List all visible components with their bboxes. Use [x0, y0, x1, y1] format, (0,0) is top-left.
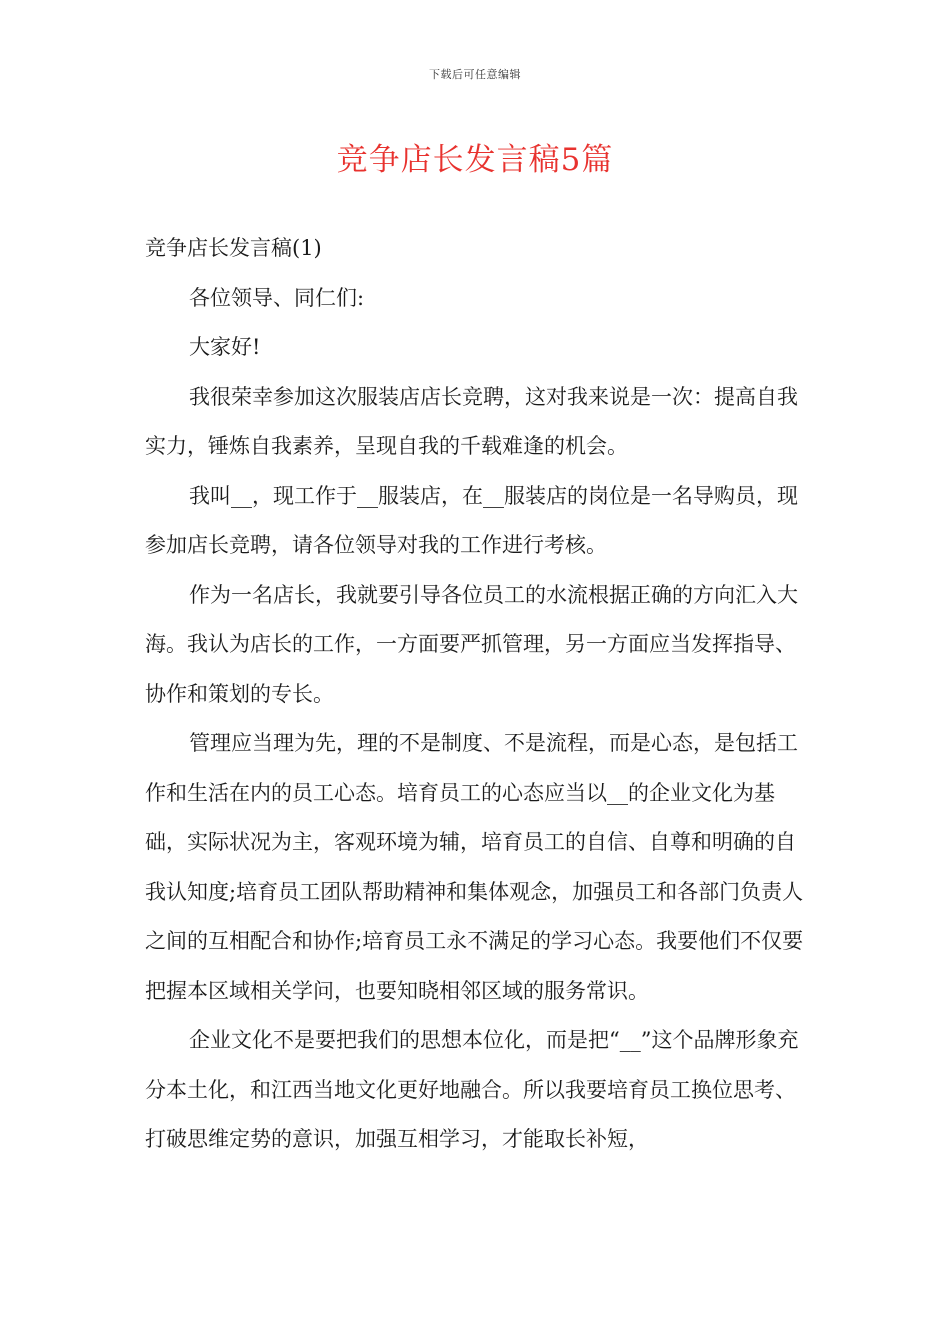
- section-title: 竞争店长发言稿(1): [145, 236, 322, 260]
- header-note: 下载后可任意编辑: [429, 68, 521, 81]
- paragraph: 企业文化不是要把我们的思想本位化，而是把“__”这个品牌形象充分本土化，和江西当地文化更好地融合。所以我要培育员工换位思考、打破思维定势的意识，加强互相学习，才能取长补短，: [145, 1028, 799, 1151]
- document-title: 竞争店长发言稿5篇: [336, 142, 614, 178]
- document-body: [145, 224, 805, 1165]
- paragraph: 我很荣幸参加这次服装店店长竞聘，这对我来说是一次：提高自我实力，锤炼自我素养，呈现自我的千载难逢的机会。: [145, 384, 798, 458]
- paragraph-greeting: 各位领导、同仁们:: [189, 285, 365, 310]
- paragraph: 管理应当理为先，理的不是制度、不是流程，而是心态，是包括工作和生活在内的员工心态。培育员工的心态应当以__的企业文化为基础，实际状况为主，客观环境为辅，培育员工的自信、自尊和明确的自我认知度;培育员工团队帮助精神和集体观念，加强员工和各部门负责人之间的互相配合和协作;培育员工永不满足的学习心态。我要他们不仅要把握本区域相关学问，也要知晓相邻区域的服务常识。: [145, 731, 804, 1003]
- paragraph-hello: 大家好!: [189, 335, 261, 359]
- paragraph: 我叫__，现工作于__服装店，在__服装店的岗位是一名导购员，现参加店长竞聘，请各位领导对我的工作进行考核。: [145, 483, 798, 557]
- paragraph: 作为一名店长，我就要引导各位员工的水流根据正确的方向汇入大海。我认为店长的工作，一方面要严抓管理，另一方面应当发挥指导、协作和策划的专长。: [145, 582, 798, 706]
